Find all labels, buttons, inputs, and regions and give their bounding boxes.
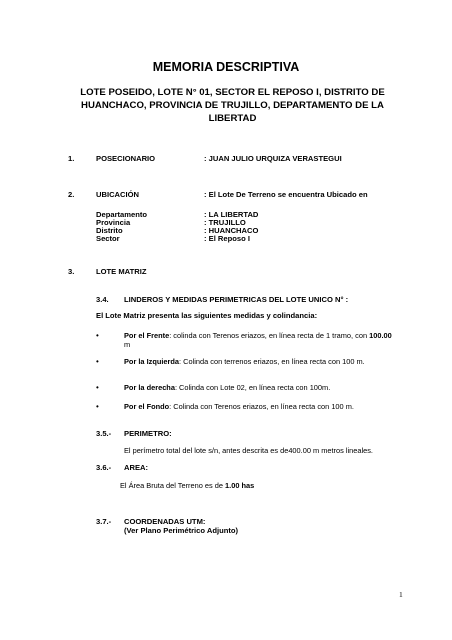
subsection-3-5-label: PERIMETRO: [124,429,172,438]
bullet-icon: • [96,402,99,411]
section-2-number: 2. [68,190,75,199]
linderos-intro: El Lote Matriz presenta las siguientes medidas y colindancia: [96,311,318,320]
lindero-frente-unit: m [124,340,131,349]
section-2-label: UBICACIÓN [96,190,140,199]
area-text [120,481,254,491]
lindero-izquierda [124,357,365,367]
ubicacion-value-distrito: : HUANCHACO [204,226,259,235]
document-title: MEMORIA DESCRIPTIVA [152,60,300,74]
perimetro-text: El perímetro total del lote s/n, antes descrita es de400.00 m metros lineales. [124,446,373,455]
document-subtitle: LOTE POSEIDO, LOTE N° 01, SECTOR EL REPOSO I, DISTRITO DE HUANCHACO, PROVINCIA DE TRUJILLO, DEPARTAMENTO DE LA LIBERTAD [80,87,385,124]
subsection-3-6-label: AREA: [124,463,149,472]
subsection-3-7-note: (Ver Plano Perimétrico Adjunto) [124,526,239,535]
subsection-3-6-number: 3.6.- [96,463,112,472]
ubicacion-label-sector: Sector [96,234,120,243]
ubicacion-label-provincia: Provincia [96,218,131,227]
area-value: 1.00 has [225,481,255,490]
page-number: 1 [399,590,403,599]
section-2-value: : El Lote De Terreno se encuentra Ubicado en [204,190,368,199]
section-1-label: POSECIONARIO [96,154,156,163]
lindero-derecha [124,383,330,393]
subsection-3-7-label: COORDENADAS UTM: [124,517,206,526]
section-1-value: : JUAN JULIO URQUIZA VERASTEGUI [204,154,342,163]
area-text-prefix: El Área Bruta del Terreno es de [120,481,226,490]
subsection-3-7-number: 3.7.- [96,517,112,526]
bullet-icon: • [96,357,99,366]
lindero-frente [124,331,392,341]
subsection-3-4-label: LINDEROS Y MEDIDAS PERIMETRICAS DEL LOTE UNICO N° : [124,295,349,304]
lindero-derecha-label: Por la derecha [124,383,175,392]
subsection-3-5-number: 3.5.- [96,429,112,438]
bullet-icon: • [96,383,99,392]
lindero-fondo-text: : Colinda con Terenos eriazos, en línea recta con 100 m. [169,402,354,411]
ubicacion-value-sector: : El Reposo I [204,234,250,243]
lindero-frente-text: : colinda con Terenos eriazos, en línea recta de 1 tramo, con [169,331,370,340]
ubicacion-label-distrito: Distrito [96,226,123,235]
lindero-fondo [124,402,354,412]
bullet-icon: • [96,331,99,340]
ubicacion-value-provincia: : TRUJILLO [204,218,246,227]
section-1-number: 1. [68,154,75,163]
lindero-frente-label: Por el Frente [124,331,170,340]
lindero-izquierda-text: : Colinda con terrenos eriazos, en línea recta con 100 m. [179,357,365,366]
lindero-derecha-text: : Colinda con Lote 02, en línea recta con 100m. [174,383,331,392]
lindero-izquierda-label: Por la Izquierda [124,357,180,366]
subsection-3-4-number: 3.4. [96,295,109,304]
lindero-frente-value: 100.00 [369,331,392,340]
section-3-label: LOTE MATRIZ [96,267,147,276]
ubicacion-label-departamento: Departamento [96,210,148,219]
ubicacion-value-departamento: : LA LIBERTAD [204,210,259,219]
section-3-number: 3. [68,267,75,276]
lindero-fondo-label: Por el Fondo [124,402,170,411]
